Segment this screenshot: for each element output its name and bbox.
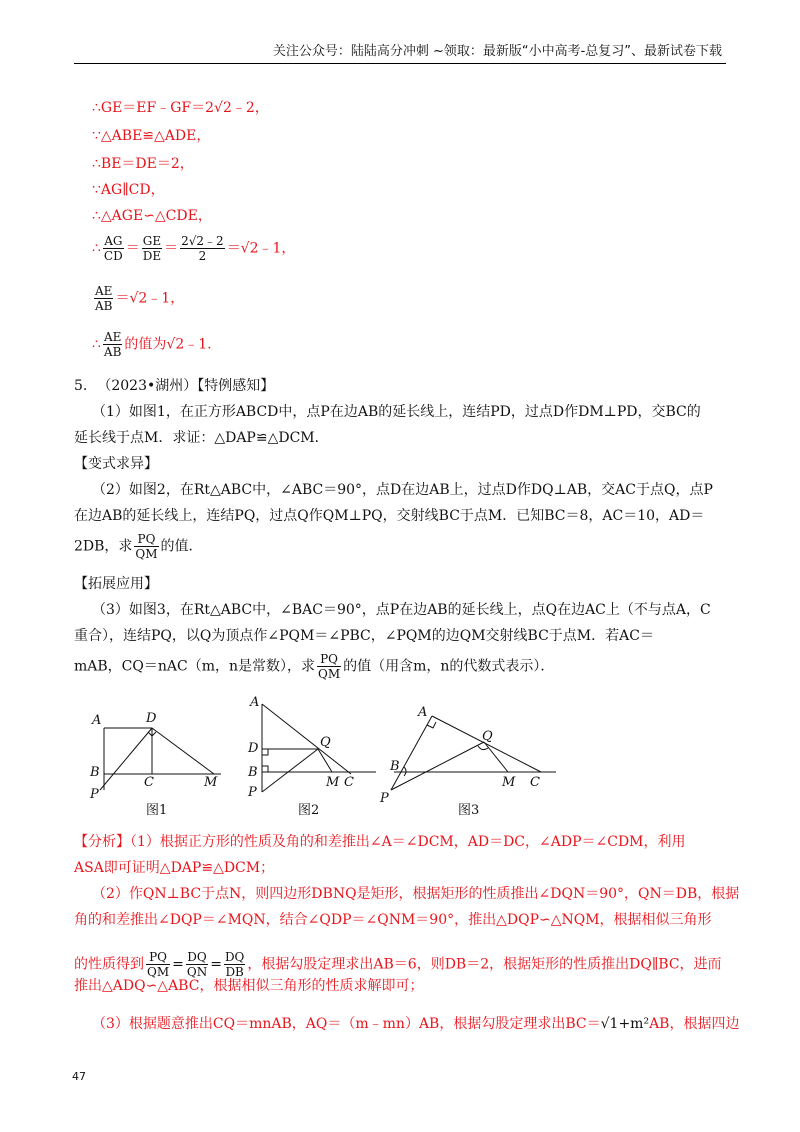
fig1-label: B bbox=[90, 765, 100, 780]
analysis-text: （3）根据题意推出CQ＝mnAB，AQ＝（m﹣mn）AB，根据勾股定理求出BC＝√1+m²AB，根据四边 bbox=[92, 1016, 740, 1032]
fraction-pq-qm: $\frac{PQ}{QM}$ bbox=[318, 652, 341, 681]
fraction-equation-1: ∴ $\frac{AG}{CD}$ ＝ $\frac{GE}{DE}$ ＝ $\frac{2√2﹣2}{2}$ ＝√2﹣1， bbox=[92, 234, 296, 263]
fig2-caption: 图2 bbox=[298, 803, 320, 818]
geometry-figures bbox=[86, 694, 686, 824]
fraction-equation-2: $\frac{AE}{AB}$ ＝√2﹣1， bbox=[95, 284, 185, 313]
fig2-label: Q bbox=[320, 735, 331, 750]
fraction-dq-qn: $\frac{DQ}{QN}$ bbox=[186, 950, 208, 979]
fraction-ae-ab: $\frac{AE}{AB}$ bbox=[103, 330, 122, 359]
fraction-equation-3: ∴ $\frac{AE}{AB}$ 的值为√2﹣1. bbox=[92, 330, 212, 359]
solution-line: ∴△AGE∽△CDE， bbox=[92, 208, 212, 224]
problem-text: 重合），连结PQ，以Q为顶点作∠PQM＝∠PBC，∠PQM的边QM交射线BC于点M．若AC＝ bbox=[74, 628, 654, 644]
problem-text: 在边AB的延长线上，连结PQ，过点Q作QM⊥PQ，交射线BC于点M．已知BC＝8，AC＝10，AD＝ bbox=[74, 508, 705, 524]
fig3-label: M bbox=[502, 775, 516, 790]
fig2-label: M bbox=[326, 775, 340, 790]
fig2-edge bbox=[262, 704, 351, 774]
fig1-label: P bbox=[90, 787, 99, 802]
fig3-caption: 图3 bbox=[458, 803, 480, 818]
fig1-label: M bbox=[204, 775, 218, 790]
solution-line: ∴GE＝EF﹣GF＝2√2﹣2， bbox=[92, 100, 269, 116]
figure-2 bbox=[247, 695, 376, 818]
problem-heading: 5. （2023•湖州）【特例感知】 bbox=[74, 378, 275, 394]
analysis-text: 【分析】（1）根据正方形的性质及角的和差推出∠A＝∠DCM，AD＝DC，∠ADP＝∠CDM，利用 bbox=[74, 834, 686, 850]
fraction-pq-qm: $\frac{PQ}{QM}$ bbox=[147, 950, 170, 979]
fig2-right-angle bbox=[262, 766, 268, 772]
problem-text: （3）如图3，在Rt△ABC中，∠BAC＝90°，点P在边AB的延长线上，点Q在边AC上（不与点A，C bbox=[92, 602, 711, 618]
eq-prefix: ∴ bbox=[92, 240, 101, 257]
fig3-angle-mark bbox=[478, 746, 488, 750]
fig3-label: C bbox=[530, 775, 540, 790]
analysis-text: （2）作QN⊥BC于点N，则四边形DBNQ是矩形，根据矩形的性质推出∠DQN＝90°，QN＝DB，根据 bbox=[92, 886, 740, 902]
problem-text: 2DB，求 $\frac{PQ}{QM}$ 的值． bbox=[74, 532, 203, 561]
analysis-text: 角的和差推出∠DQP＝∠MQN，结合∠QDP＝∠QNM＝90°，推出△DQP∽△NQM，根据相似三角形 bbox=[74, 912, 712, 928]
fraction-ge-de: $\frac{GE}{DE}$ bbox=[142, 234, 162, 263]
solution-line: ∵AG∥CD， bbox=[92, 182, 165, 198]
fraction-ag-cd: $\frac{AG}{CD}$ bbox=[103, 234, 123, 263]
fig2-edge bbox=[262, 749, 318, 792]
fig3-edge bbox=[391, 742, 484, 790]
fig2-label: B bbox=[248, 765, 258, 780]
fraction-value: $\frac{2√2﹣2}{2}$ bbox=[181, 234, 224, 263]
section-heading: 【变式求异】 bbox=[74, 456, 158, 472]
analysis-text: 推出△ADQ∽△ABC，根据相似三角形的性质求解即可； bbox=[74, 978, 424, 994]
page-header: 关注公众号：陆陆高分冲刺 ~领取：最新版“小中高考-总复习”、最新试卷下载 bbox=[272, 44, 722, 59]
header-rule bbox=[74, 63, 726, 64]
solution-line: ∴BE＝DE＝2， bbox=[92, 156, 194, 172]
fig2-right-angle bbox=[262, 749, 268, 755]
fig2-edge bbox=[318, 749, 332, 772]
figure-3 bbox=[379, 705, 556, 818]
fraction-pq-qm: $\frac{PQ}{QM}$ bbox=[135, 532, 158, 561]
fig2-label: D bbox=[248, 741, 259, 756]
fig3-label: Q bbox=[482, 729, 493, 744]
figure-1 bbox=[89, 711, 221, 818]
analysis-text: ASA即可证明△DAP≌△DCM； bbox=[74, 860, 275, 876]
solution-line: ∵△ABE≌△ADE， bbox=[92, 128, 211, 144]
fig2-label: C bbox=[344, 775, 354, 790]
fig1-label: A bbox=[92, 713, 102, 728]
fig1-edge bbox=[152, 728, 214, 774]
fig2-label: A bbox=[250, 695, 260, 710]
sqrt-expression: √1+m² bbox=[600, 1016, 650, 1032]
problem-text: （1）如图1，在正方形ABCD中，点P在边AB的延长线上，连结PD，过点D作DM⊥PD，交BC的 bbox=[92, 404, 701, 420]
fig3-label: B bbox=[390, 759, 400, 774]
fig2-label: P bbox=[248, 785, 257, 800]
problem-text: mAB，CQ＝nAC（m，n是常数），求 $\frac{PQ}{QM}$ 的值（用含m，n的代数式表示）． bbox=[74, 652, 555, 681]
fig3-label: P bbox=[380, 791, 389, 806]
analysis-text: 的性质得到 $\frac{PQ}{QM}$ = $\frac{DQ}{QN}$ = $\frac{DQ}{DB}$ ，根据勾股定理求出AB＝6，则DB＝2，根据矩形的性质推出DQ∥BC，进而 bbox=[74, 950, 722, 979]
fig1-label: D bbox=[146, 711, 157, 726]
fraction-dq-db: $\frac{DQ}{DB}$ bbox=[224, 950, 245, 979]
fraction-ae-ab: $\frac{AE}{AB}$ bbox=[95, 284, 113, 313]
problem-text: 延长线于点M．求证：△DAP≌△DCM． bbox=[74, 430, 329, 446]
fig1-label: C bbox=[144, 775, 154, 790]
problem-text: （2）如图2，在Rt△ABC中，∠ABC＝90°，点D在边AB上，过点D作DQ⊥AB，交AC于点Q，点P bbox=[92, 482, 713, 498]
fig3-edge bbox=[484, 742, 508, 772]
page-number: 47 bbox=[72, 1070, 86, 1083]
fig3-label: A bbox=[418, 705, 428, 720]
fig3-edge bbox=[432, 716, 541, 772]
fig1-caption: 图1 bbox=[146, 803, 168, 818]
section-heading: 【拓展应用】 bbox=[74, 576, 158, 592]
